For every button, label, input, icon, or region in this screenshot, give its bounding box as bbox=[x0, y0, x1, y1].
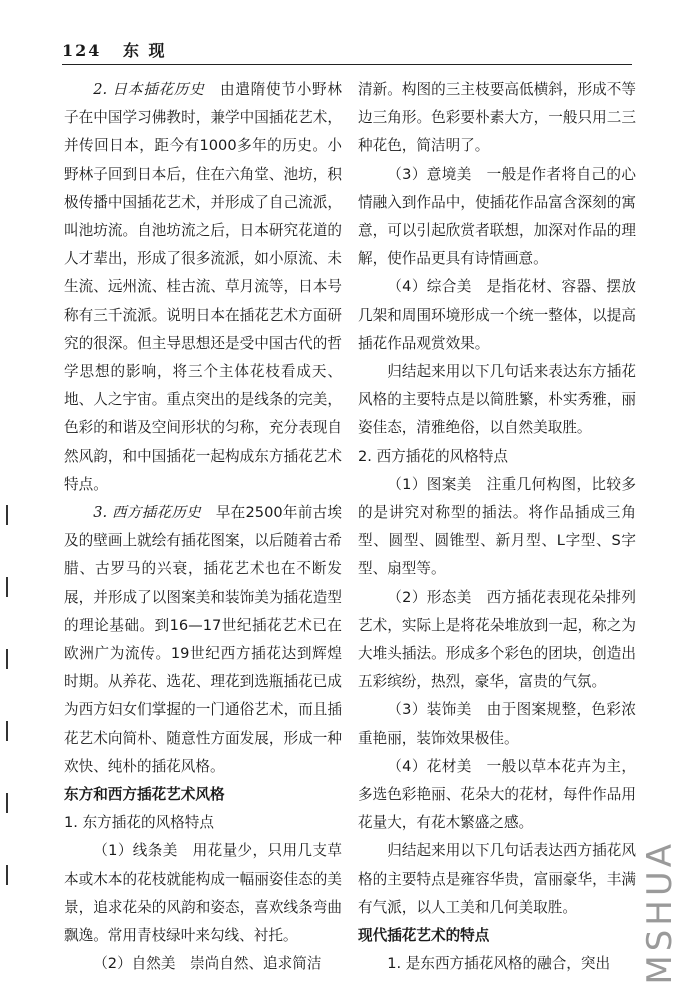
paragraph-text: 一般是作者将自己的心情融入到作品中，使插花作品富含深刻的寓意，可以引起欣赏者联想，加深对作品的理解，使作品更具有诗情画意。 bbox=[358, 165, 636, 268]
paragraph-decor-beauty bbox=[358, 696, 636, 752]
paragraph-label: （1）线条美 bbox=[93, 842, 178, 860]
sub-heading: 2. 西方插花的风格特点 bbox=[358, 447, 508, 465]
paragraph-text: 西方插花表现花朵排列艺术，实际上是将花朵堆放到一起，称之为大堆头插法。形成多个彩色的团块，创造出五彩缤纷，热烈，豪华，富贵的气氛。 bbox=[358, 588, 636, 691]
paragraph-label: （4）综合美 bbox=[387, 278, 472, 296]
binding-marks bbox=[6, 505, 12, 937]
paragraph-mood-beauty bbox=[358, 161, 636, 274]
paragraph-text: 早在2500年前古埃及的壁画上就绘有插花图案，以后随着古希腊、古罗马的兴衰，插花艺术也在不断发展，并形成了以图案美和装饰美为插花造型的理论基础。到16—17世纪插花艺术已在欧洲广为流传。19世纪西方插花达到辉煌时期。从养花、选花、理花到选瓶插花已成为西方妇女们掌握的一门通俗艺术，而且插花艺术向简朴、随意性方面发展，形成一种欢快、纯朴的插花风格。 bbox=[64, 504, 342, 775]
paragraph-text: 崇尚自然、追求简洁 bbox=[190, 955, 322, 973]
binding-mark bbox=[6, 721, 8, 741]
paragraph-continued: 清新。构图的三主枝要高低横斜，形成不等边三角形。色彩要朴素大方，一般只用二三种花色，简洁明了。 bbox=[358, 81, 636, 155]
paragraph-label: （2）形态美 bbox=[387, 588, 472, 606]
paragraph-japan-history bbox=[64, 76, 342, 499]
paragraph-label: （3）装饰美 bbox=[387, 701, 472, 719]
paragraph-text: 注重几何构图，比较多的是讲究对称型的插法。将作品插成三角型、圆型、圆锥型、新月型、L字型、S字型、扇型等。 bbox=[358, 475, 636, 578]
page-number: 124 bbox=[62, 41, 102, 60]
paragraph-form-beauty bbox=[358, 584, 636, 697]
paragraph-western-history bbox=[64, 499, 342, 781]
paragraph-overall-beauty bbox=[358, 273, 636, 358]
paragraph-western-summary: 归结起来用以下几句话表达西方插花风格的主要特点是雍容华贵，富丽豪华，丰满有气派，以人工美和几何美取胜。 bbox=[358, 842, 636, 916]
section-heading: 现代插花艺术的特点 bbox=[358, 927, 490, 945]
paragraph-label: 2. 日本插花历史 bbox=[93, 81, 205, 98]
watermark: MSHUA bbox=[640, 840, 680, 985]
sub-heading: 1. 东方插花的风格特点 bbox=[64, 814, 214, 832]
section-heading: 东方和西方插花艺术风格 bbox=[64, 786, 225, 804]
paragraph-label: 3. 西方插花历史 bbox=[93, 504, 201, 522]
paragraph-text: 由于图案规整，色彩浓重艳丽，装饰效果极佳。 bbox=[358, 701, 636, 747]
binding-mark bbox=[6, 505, 8, 525]
paragraph-material-beauty bbox=[358, 753, 636, 838]
paragraph-label: （2）自然美 bbox=[93, 955, 176, 973]
binding-mark bbox=[6, 649, 8, 669]
paragraph-label: （1）图案美 bbox=[387, 475, 472, 493]
header-rule bbox=[62, 64, 632, 65]
paragraph-modern-feature: 1. 是东西方插花风格的融合，突出 bbox=[387, 955, 611, 973]
paragraph-pattern-beauty bbox=[358, 471, 636, 584]
paragraph-text: 一般以草本花卉为主，多选色彩艳丽、花朵大的花材，每件作品用花量大，有花木繁盛之感。 bbox=[358, 757, 636, 832]
paragraph-label: （4）花材美 bbox=[387, 757, 472, 775]
binding-mark bbox=[6, 577, 8, 597]
right-column bbox=[358, 76, 636, 979]
running-header bbox=[62, 38, 167, 61]
paragraph-text: 由遣隋使节小野林子在中国学习佛教时，兼学中国插花艺术，并传回日本，距今有1000多年的历史。小野林子回到日本后，住在六角堂、池坊，积极传播中国插花艺术，并形成了自己流派，叫池坊流。自池坊流之后，日本研究花道的人才辈出，形成了很多流派，如小原流、未生流、远州流、桂古流、草月流等，日本号称有三千流派。说明日本在插花艺术方面研究的很深。但主导思想还是受中国古代的哲学思想的影响，将三个主体花枝看成天、地、人之宇宙。重点突出的是线条的完美，色彩的和谐及空间形状的匀称，充分表现自然风韵，和中国插花一起构成东方插花艺术特点。 bbox=[64, 81, 342, 493]
paragraph-text: 是指花材、容器、摆放几架和周围环境形成一个统一整体，以提高插花作品观赏效果。 bbox=[358, 278, 636, 352]
paragraph-natural-beauty bbox=[64, 950, 342, 978]
running-title: 东 现 bbox=[122, 41, 167, 60]
binding-mark bbox=[6, 793, 8, 813]
left-column bbox=[64, 76, 342, 979]
binding-mark bbox=[6, 865, 8, 885]
paragraph-eastern-summary: 归结起来用以下几句话来表达东方插花风格的主要特点是以简胜繁，朴实秀雅，丽姿佳态，清雅绝俗，以自然美取胜。 bbox=[358, 363, 636, 437]
paragraph-text: 用花量少，只用几支草本或木本的花枝就能构成一幅丽姿佳态的美景，追求花朵的风韵和姿态，喜欢线条弯曲飘逸。常用青枝绿叶来勾线、衬托。 bbox=[64, 842, 342, 945]
paragraph-label: （3）意境美 bbox=[387, 165, 472, 183]
paragraph-line-beauty bbox=[64, 837, 342, 950]
